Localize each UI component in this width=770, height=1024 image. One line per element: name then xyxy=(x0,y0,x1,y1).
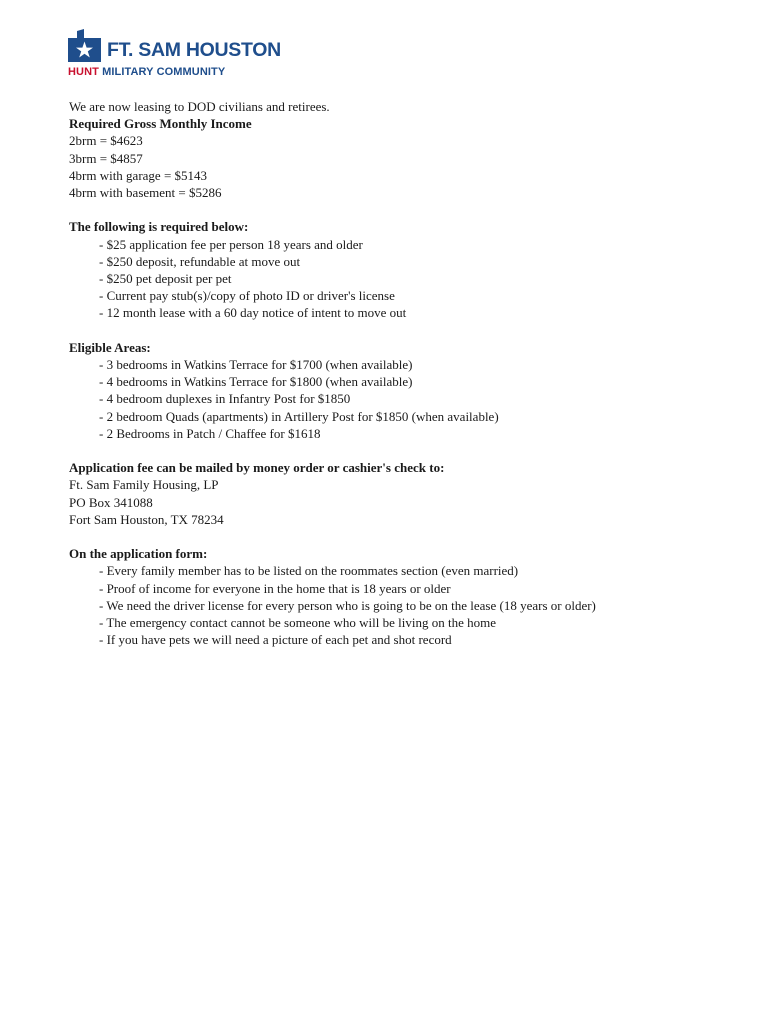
company-logo xyxy=(68,29,298,79)
form-item: - The emergency contact cannot be someone who will be living on the home xyxy=(99,615,496,631)
section-gap xyxy=(69,322,749,339)
section-gap xyxy=(69,442,749,459)
intro-text: We are now leasing to DOD civilians and retirees. xyxy=(69,99,330,114)
mailing-address-line: Ft. Sam Family Housing, LP xyxy=(69,477,219,493)
areas-heading: Eligible Areas: xyxy=(69,339,151,355)
requirements-heading: The following is required below: xyxy=(69,219,249,235)
income-item: 4brm with garage = $5143 xyxy=(69,167,208,183)
section-gap xyxy=(69,201,749,218)
section-gap xyxy=(69,528,749,545)
requirement-item: - Current pay stub(s)/copy of photo ID or driver's license xyxy=(99,288,395,304)
mailing-address-line: PO Box 341088 xyxy=(69,494,153,510)
logo-subtitle-community: MILITARY COMMUNITY xyxy=(102,66,226,78)
logo-subtitle-hunt: HUNT xyxy=(68,66,99,78)
form-item: - We need the driver license for every person who is going to be on the lease (18 years or older) xyxy=(99,597,596,613)
form-item: - Proof of income for everyone in the home that is 18 years or older xyxy=(99,580,451,596)
area-item: - 2 Bedrooms in Patch / Chaffee for $1618 xyxy=(99,425,321,441)
income-item: 2brm = $4623 xyxy=(69,133,143,149)
logo-subtitle xyxy=(68,65,225,79)
area-item: - 3 bedrooms in Watkins Terrace for $1700 (when available) xyxy=(99,357,413,373)
area-item: - 4 bedroom duplexes in Infantry Post for $1850 xyxy=(99,391,351,407)
area-item: - 4 bedrooms in Watkins Terrace for $1800 (when available) xyxy=(99,374,413,390)
requirement-item: - $250 pet deposit per pet xyxy=(99,271,232,287)
income-heading: Required Gross Monthly Income xyxy=(69,116,252,132)
income-item: 4brm with basement = $5286 xyxy=(69,185,222,201)
requirement-item: - $25 application fee per person 18 years and older xyxy=(99,236,363,252)
area-item: - 2 bedroom Quads (apartments) in Artillery Post for $1850 (when available) xyxy=(99,408,499,424)
logo-title: FT. SAM HOUSTON xyxy=(107,39,281,61)
document-body xyxy=(69,98,749,648)
mailing-address-line: Fort Sam Houston, TX 78234 xyxy=(69,511,224,527)
mailing-heading: Application fee can be mailed by money order or cashier's check to: xyxy=(69,460,445,476)
requirement-item: - $250 deposit, refundable at move out xyxy=(99,253,301,269)
form-heading: On the application form: xyxy=(69,546,208,562)
texas-star-icon xyxy=(68,29,101,62)
income-item: 3brm = $4857 xyxy=(69,150,143,166)
requirement-item: - 12 month lease with a 60 day notice of intent to move out xyxy=(99,305,407,321)
form-item: - Every family member has to be listed on the roommates section (even married) xyxy=(99,563,519,579)
form-item: - If you have pets we will need a picture of each pet and shot record xyxy=(99,632,452,648)
